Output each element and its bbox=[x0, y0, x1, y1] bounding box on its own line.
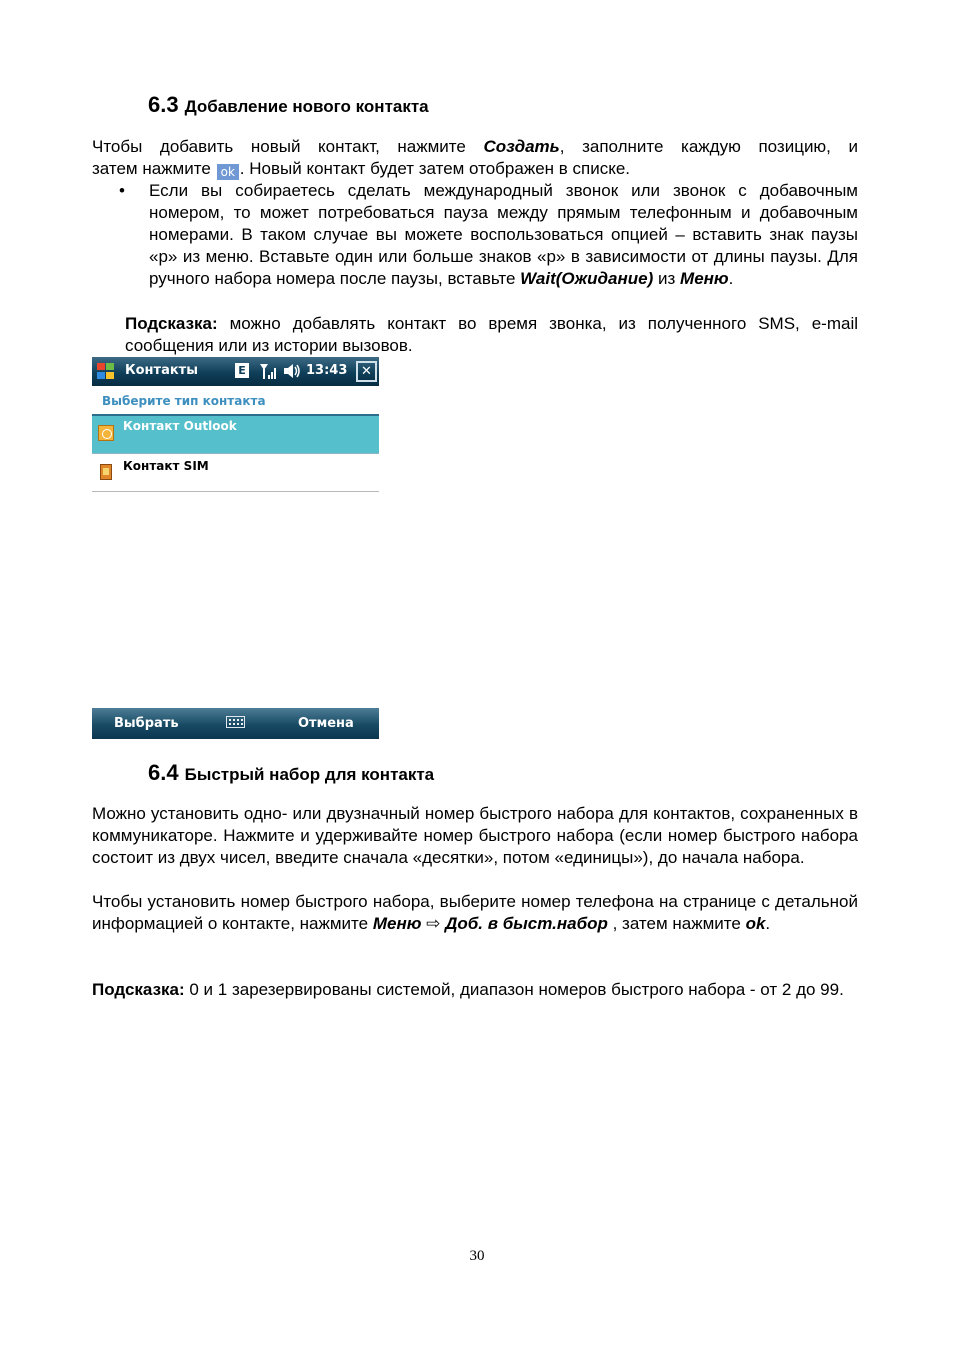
arrow-icon: ⇨ bbox=[421, 914, 446, 933]
create-command: Создать bbox=[483, 137, 560, 156]
softkey-bar bbox=[92, 708, 379, 739]
divider bbox=[92, 491, 379, 492]
cancel-softkey[interactable]: Отмена bbox=[298, 716, 354, 731]
select-softkey[interactable]: Выбрать bbox=[114, 716, 179, 731]
list-item-label: Контакт Outlook bbox=[123, 419, 237, 433]
close-icon[interactable]: ✕ bbox=[356, 361, 377, 382]
menu-command: Меню bbox=[680, 269, 729, 288]
tip-label: Подсказка: bbox=[125, 314, 218, 333]
paragraph-speed-dial: Можно установить одно- или двузначный номер быстрого набора для контактов, сохраненных в коммуникаторе. Нажмите и удерживайте номер быстрого набора (если номер быстрого набора состоит из двух чисел, введите сначала «десятки», потом «единицы»), до начала набора. bbox=[92, 804, 858, 867]
divider bbox=[92, 453, 379, 454]
tip-label: Подсказка: bbox=[92, 980, 185, 999]
bullet-icon: • bbox=[119, 181, 125, 200]
tip-paragraph-6-4: Подсказка: 0 и 1 зарезервированы системой, диапазон номеров быстрого набора - от 2 до 99. bbox=[92, 980, 844, 999]
signal-strength-icon[interactable] bbox=[259, 362, 279, 380]
outlook-contact-icon bbox=[98, 425, 114, 441]
menu-command: Меню bbox=[372, 914, 422, 933]
paragraph-add-contact-line1: Чтобы добавить новый контакт, нажмите Создать, заполните каждую позицию, и bbox=[92, 137, 858, 156]
window-title: Контакты bbox=[125, 363, 198, 378]
section-heading-6-3 bbox=[148, 92, 429, 118]
tip-paragraph-6-3: Подсказка: можно добавлять контакт во время звонка, из полученного SMS, e-mail сообщения или из истории вызовов. bbox=[125, 314, 858, 355]
title-bar bbox=[92, 357, 379, 386]
paragraph-add-contact-line2: затем нажмите ok . Новый контакт будет затем отображен в списке. bbox=[92, 159, 631, 179]
section-number: 6.3 bbox=[148, 92, 179, 117]
windows-start-icon[interactable] bbox=[96, 362, 116, 381]
keyboard-icon[interactable] bbox=[226, 716, 245, 728]
wait-command: Wait(Ожидание) bbox=[520, 269, 654, 288]
paragraph-set-speed-dial: Чтобы установить номер быстрого набора, выберите номер телефона на странице с детальной информацией о контакте, нажмите Меню ⇨ Доб. в быст.набор , затем нажмите ok. bbox=[92, 892, 858, 933]
section-title: Быстрый набор для контакта bbox=[184, 765, 435, 784]
clock[interactable]: 13:43 bbox=[306, 363, 348, 378]
section-title: Добавление нового контакта bbox=[184, 97, 429, 116]
list-item-label: Контакт SIM bbox=[123, 459, 209, 473]
network-edge-icon: E bbox=[235, 363, 249, 378]
contact-type-prompt: Выберите тип контакта bbox=[102, 394, 266, 408]
page-number: 30 bbox=[469, 1248, 485, 1264]
ok-command: ok bbox=[745, 914, 766, 933]
list-item-outlook-contact[interactable] bbox=[92, 416, 379, 453]
section-heading-6-4 bbox=[148, 760, 434, 786]
section-number: 6.4 bbox=[148, 760, 179, 785]
bullet-pause-paragraph: Если вы собираетесь сделать международный звонок или звонок с добавочным номером, то может потребоваться пауза между прямым телефонным и добавочным номерами. В таком случае вы можете воспользоваться опцией – вставить знак паузы «р» из меню. Вставьте один или больше знаков «р» в зависимости от длины паузы. Для ручного набора номера после паузы, вставьте Wait(Ожидание) из Меню. bbox=[149, 181, 858, 288]
sim-card-icon bbox=[100, 464, 112, 480]
ok-icon: ok bbox=[217, 164, 239, 180]
speed-dial-command: Доб. в быст.набор bbox=[445, 914, 608, 933]
phone-screenshot bbox=[92, 357, 379, 739]
volume-icon[interactable] bbox=[282, 362, 302, 380]
